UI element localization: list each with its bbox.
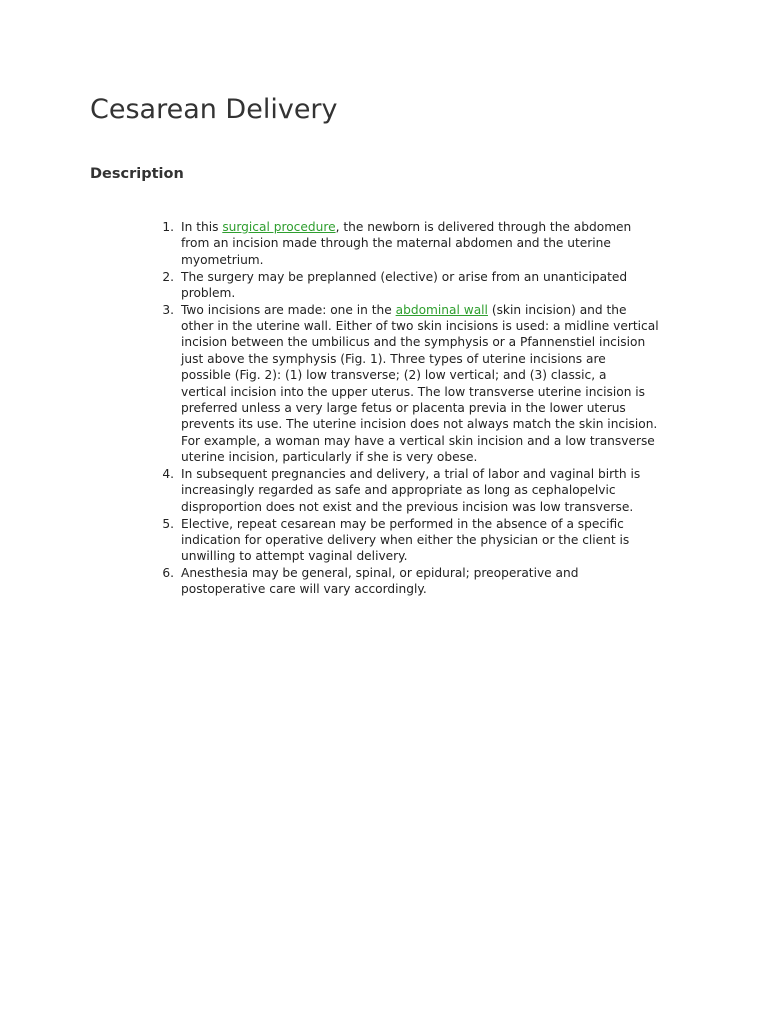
- list-line: incision between the umbilicus and the symphysis or a Pfannenstiel incision: [181, 335, 646, 350]
- list-line: uterine incision, particularly if she is very obese.: [181, 450, 478, 465]
- page-title: Cesarean Delivery: [90, 94, 338, 125]
- list-line: vertical incision into the upper uterus. The low transverse uterine incision is: [181, 384, 646, 399]
- list-item-text: [181, 302, 681, 466]
- list-item-text: [181, 466, 681, 515]
- list-line: indication for operative delivery when either the physician or the client is: [181, 532, 630, 547]
- list-line: myometrium.: [181, 252, 264, 267]
- text-run: In this: [181, 220, 223, 234]
- list-line: In subsequent pregnancies and delivery, a trial of labor and vaginal birth is: [181, 467, 641, 481]
- list-number: 6.: [162, 566, 174, 580]
- list-line: preferred unless a very large fetus or placenta previa in the lower uterus: [181, 400, 626, 415]
- list-item-text: [181, 565, 681, 598]
- list-line: For example, a woman may have a vertical skin incision and a low transverse: [181, 433, 655, 448]
- list-line: problem.: [181, 285, 236, 300]
- text-run: (skin incision) and the: [487, 302, 627, 317]
- list-number: 3.: [162, 302, 174, 317]
- list-line: [181, 302, 681, 318]
- list-line: [181, 219, 681, 235]
- list-number: 1.: [162, 220, 174, 234]
- list-line: increasingly regarded as safe and appropriate as long as cephalopelvic: [181, 483, 616, 498]
- list-item-text: [181, 269, 681, 302]
- list-line: prevents its use. The uterine incision does not always match the skin incision.: [181, 417, 658, 432]
- list-line: unwilling to attempt vaginal delivery.: [181, 549, 408, 564]
- list-line: The surgery may be preplanned (elective) or arise from an unanticipated: [181, 269, 628, 284]
- list-line: other in the uterine wall. Either of two skin incisions is used: a midline vertical: [181, 318, 659, 333]
- text-run: Two incisions are made: one in the: [181, 302, 396, 317]
- list-line: just above the symphysis (Fig. 1). Three types of uterine incisions are: [181, 351, 606, 366]
- list-number: 5.: [162, 516, 174, 531]
- list-item-text: [181, 516, 681, 565]
- surgical-procedure-link[interactable]: surgical procedure: [222, 220, 336, 234]
- list-number: 4.: [162, 467, 174, 481]
- list-item-text: [181, 219, 681, 268]
- list-line: Elective, repeat cesarean may be performed in the absence of a specific: [181, 516, 624, 531]
- section-heading-description: Description: [90, 166, 184, 182]
- list-line: Anesthesia may be general, spinal, or epidural; preoperative and: [181, 566, 579, 580]
- list-number: 2.: [162, 269, 174, 284]
- list-line: possible (Fig. 2): (1) low transverse; (2) low vertical; and (3) classic, a: [181, 368, 607, 383]
- list-line: postoperative care will vary accordingly.: [181, 582, 427, 597]
- list-line: disproportion does not exist and the previous incision was low transverse.: [181, 499, 634, 514]
- text-run: , the newborn is delivered through the abdomen: [335, 220, 632, 234]
- abdominal-wall-link[interactable]: abdominal wall: [395, 302, 488, 317]
- list-line: from an incision made through the maternal abdomen and the uterine: [181, 236, 611, 251]
